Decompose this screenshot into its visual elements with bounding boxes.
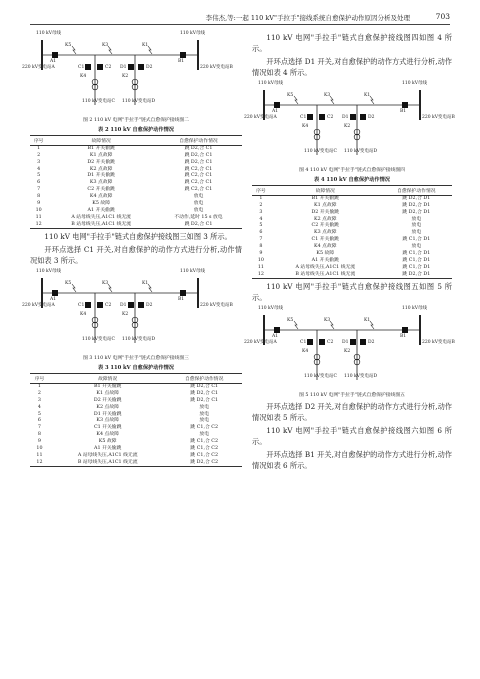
table-row	[252, 209, 452, 216]
fault-mark-icon	[148, 284, 152, 292]
table-row	[30, 145, 242, 152]
table-row	[30, 452, 242, 459]
point-k5: K5	[287, 318, 294, 324]
table-row	[252, 216, 452, 223]
table-row	[30, 459, 242, 466]
fault-mark-icon	[72, 284, 76, 292]
breaker-c1-label: C1	[78, 303, 85, 309]
table-row	[30, 214, 242, 221]
point-k1: K1	[364, 93, 371, 98]
breaker-c1	[307, 114, 313, 120]
table-row	[30, 159, 242, 166]
table-row	[252, 230, 452, 237]
paragraph: 开环点选择 C1 开关,对自愈保护的动作方式进行分析,动作情况如表 3 所示。	[30, 245, 242, 266]
table-cell: 12	[252, 271, 270, 278]
table-cell: A 站母线失压,A1C1 线无流	[295, 264, 356, 270]
substation-b-label: 220 kV变电站B	[200, 303, 233, 309]
table-row	[252, 251, 452, 258]
fault-mark-icon	[294, 321, 298, 329]
table-cell: 跳 D2,合 D1	[402, 209, 431, 215]
breaker-c2-label: C2	[105, 303, 112, 309]
table-header-cell: 故障情况	[47, 136, 155, 146]
breaker-d1	[350, 339, 356, 345]
substation-c-label: 110 kV变电站C	[82, 99, 115, 104]
table-cell: K2 点故障	[313, 216, 337, 222]
table-cell: 跳 D2,合 C1	[184, 152, 213, 158]
table-cell: 跳 D2,合 C1	[184, 145, 213, 151]
figure-4	[244, 80, 455, 164]
table-cell: 跳 C2,合 C1	[184, 173, 213, 179]
paragraph: 110 kV 电网"手拉手"链式自愈保护接线图四如图 4 所示。	[252, 33, 452, 53]
table-header-cell: 故障情况	[270, 186, 381, 196]
figure-5-caption: 图 5 110 kV 电网"手拉手"链式自愈保护接线图五	[299, 393, 405, 399]
table-cell: C2 开关偷跳	[311, 223, 339, 229]
table-header-cell: 自愈保护动作情况	[381, 186, 452, 196]
substation-c-label: 110 kV变电站C	[82, 337, 115, 343]
table-row	[30, 397, 242, 404]
fault-mark-icon	[370, 96, 374, 104]
table-cell: 放电	[199, 411, 210, 417]
substation-b-label: 220 kV变电站B	[422, 115, 455, 120]
point-k2: K2	[122, 74, 129, 79]
table-row	[30, 201, 242, 208]
table-row	[30, 383, 242, 390]
table-cell: 跳 D2,合 C2	[166, 459, 242, 466]
point-k2: K2	[344, 124, 351, 129]
breaker-d1	[128, 302, 134, 308]
table-row	[30, 194, 242, 201]
table-cell: 放电	[199, 418, 210, 424]
table-4	[252, 185, 452, 279]
table-cell: 3	[37, 397, 41, 403]
breaker-a1	[274, 327, 280, 333]
point-k3: K3	[324, 93, 331, 98]
bus-label-a: 110 kV母线	[36, 269, 61, 275]
table-cell: 放电	[193, 200, 204, 206]
table-cell: K3 点故障	[313, 230, 337, 236]
table-row	[30, 446, 242, 453]
breaker-b1	[180, 290, 186, 296]
table-cell: K1 点故障	[96, 390, 119, 396]
table-cell: K2 点故障	[96, 404, 119, 410]
table-cell: 7	[37, 425, 41, 431]
point-k2: K2	[122, 312, 129, 318]
breaker-b1-label: B1	[400, 109, 407, 114]
table-3	[30, 373, 242, 467]
bus-label-b: 110 kV母线	[402, 306, 427, 312]
table-cell: K5 故障	[98, 439, 117, 445]
breaker-a1-label: A1	[50, 297, 57, 303]
right-column	[244, 30, 455, 473]
table-row	[30, 180, 242, 187]
table-cell: K4 点故障	[313, 244, 337, 250]
breaker-c2	[97, 302, 103, 308]
paragraph: 开环点选择 D2 开关,对自愈保护的动作方式进行分析,动作情况如表 5 所示。	[252, 402, 452, 423]
table-row	[252, 237, 452, 244]
table-cell: 10	[36, 445, 43, 451]
table-header-cell: 自愈保护动作情况	[155, 136, 242, 146]
table-cell: A 站母线失压,A1C1 线无流	[77, 452, 138, 458]
table-cell: 11	[35, 214, 42, 220]
table-cell: 1	[259, 195, 263, 201]
substation-d-label: 110 kV变电站D	[344, 149, 378, 154]
table-cell: 跳 C1,合 C2	[190, 425, 219, 431]
table-cell: K4 点故障	[89, 194, 113, 200]
table-cell: C1 开关偷跳	[311, 237, 339, 243]
table-cell: 4	[37, 166, 41, 172]
table-cell: B1 开关偷跳	[311, 195, 339, 201]
table-cell: 10	[35, 207, 42, 213]
table-cell: D2 开关偷跳	[93, 397, 122, 403]
point-k5: K5	[287, 93, 294, 98]
table-cell: B 站母线失压,A1C1 线无流	[270, 271, 381, 278]
substation-d-label: 110 kV变电站D	[122, 337, 156, 343]
table-cell: 放电	[411, 223, 422, 229]
table-cell: C1 开关偷跳	[93, 425, 122, 431]
table-cell: 放电	[411, 216, 422, 222]
breaker-d2-label: D2	[368, 340, 375, 346]
bus-label-b: 110 kV母线	[402, 81, 427, 86]
bus-label-a: 110 kV母线	[36, 31, 61, 36]
substation-c-label: 110 kV变电站C	[304, 149, 337, 154]
substation-b-label: 220 kV变电站B	[200, 65, 233, 70]
figure-2-caption: 图 2 110 kV 电网"手拉手"链式自愈保护接线图二	[83, 118, 189, 123]
wiring-diagram-svg	[30, 30, 210, 114]
breaker-c1-label: C1	[300, 115, 307, 120]
table-cell: 2	[37, 390, 41, 396]
substation-a-label: 220 kV变电站A	[22, 65, 55, 70]
table-cell: 放电	[199, 404, 210, 410]
breaker-d2-label: D2	[146, 303, 153, 309]
fault-mark-icon	[148, 46, 152, 54]
point-k2: K2	[344, 349, 351, 355]
table-row	[30, 173, 242, 180]
table-row	[30, 221, 242, 228]
table-cell: A1 开关偷跳	[94, 445, 122, 451]
table-cell: K3 点故障	[89, 180, 113, 186]
table-row	[30, 152, 242, 159]
table-cell: K1 点故障	[89, 152, 113, 158]
wiring-diagram-svg	[252, 305, 432, 389]
table-row	[30, 432, 242, 439]
table-row	[252, 223, 452, 230]
table-row	[30, 187, 242, 194]
point-k3: K3	[102, 281, 109, 287]
table-row	[30, 391, 242, 398]
table-cell: 跳 D2,合 D1	[402, 195, 431, 201]
breaker-c2-label: C2	[327, 340, 334, 346]
table-cell: 放电	[193, 194, 204, 200]
fault-mark-icon	[108, 284, 112, 292]
breaker-c1-label: C1	[300, 340, 307, 346]
table-row	[30, 207, 242, 214]
breaker-a1	[52, 52, 58, 58]
point-k1: K1	[142, 43, 149, 48]
table-row	[30, 418, 242, 425]
breaker-a1-label: A1	[272, 334, 279, 340]
table-cell: 跳 C1,合 D1	[402, 264, 431, 270]
table-cell: 5	[259, 223, 263, 229]
point-k3: K3	[102, 43, 109, 48]
table-cell: K2 点故障	[89, 166, 113, 172]
breaker-b1	[402, 327, 408, 333]
page-header	[30, 10, 450, 25]
table-cell: 9	[37, 439, 41, 445]
breaker-c1	[85, 302, 91, 308]
table-row	[252, 202, 452, 209]
fault-mark-icon	[294, 96, 298, 104]
bus-label-a: 110 kV母线	[258, 306, 283, 312]
breaker-a1	[274, 102, 280, 108]
bus-label-b: 110 kV母线	[180, 269, 205, 275]
fault-mark-icon	[330, 96, 334, 104]
point-k3: K3	[324, 318, 331, 324]
table-row	[252, 271, 452, 278]
breaker-d1-label: D1	[342, 115, 349, 120]
breaker-a1	[52, 290, 58, 296]
table-header-cell: 自愈保护动作情况	[166, 374, 242, 384]
table-2	[30, 135, 242, 229]
substation-a-label: 220 kV变电站A	[244, 115, 277, 120]
table-row	[30, 425, 242, 432]
table-cell: K4 点故障	[96, 432, 119, 438]
table-cell: 4	[259, 216, 263, 222]
breaker-c2-label: C2	[327, 115, 334, 120]
breaker-d2	[360, 114, 366, 120]
paragraph: 开环点选择 D1 开关,对自愈保护的动作方式进行分析,动作情况如表 4 所示。	[252, 57, 452, 77]
table-cell: D1 开关偷跳	[93, 411, 122, 417]
bus-label-b: 110 kV母线	[180, 31, 205, 36]
bus-label-a: 110 kV母线	[258, 81, 283, 86]
table-cell: 9	[37, 200, 41, 206]
breaker-c2	[97, 64, 103, 70]
figure-3-caption: 图 3 110 kV 电网"手拉手"链式自愈保护接线图三	[83, 356, 189, 362]
table-cell: 跳 C1,合 C2	[190, 439, 219, 445]
table-row	[252, 244, 452, 251]
table-cell: B1 开关偷跳	[94, 384, 122, 390]
table-2-title: 表 2 110 kV 自愈保护动作情况	[98, 127, 174, 133]
point-k4: K4	[80, 312, 87, 318]
table-cell: 11	[257, 264, 264, 270]
table-cell: 6	[259, 230, 263, 236]
breaker-a1-label: A1	[272, 109, 279, 114]
table-row	[252, 195, 452, 202]
table-cell: 6	[37, 418, 41, 424]
wiring-diagram-svg	[30, 268, 210, 352]
table-cell: B 站母线失压,A1C1 线无流	[49, 459, 167, 466]
fault-mark-icon	[330, 321, 334, 329]
table-cell: 5	[37, 173, 41, 179]
table-cell: A1 开关偷跳	[87, 207, 115, 213]
table-cell: K1 点故障	[313, 202, 337, 208]
table-cell: 8	[37, 432, 41, 438]
table-cell: 跳 C2,合 C1	[184, 187, 213, 193]
table-row	[252, 264, 452, 271]
table-row	[30, 411, 242, 418]
table-cell: D1 开关偷跳	[87, 173, 115, 179]
substation-a-label: 220 kV变电站A	[244, 340, 277, 346]
table-cell: 跳 C1,合 D1	[402, 250, 431, 256]
table-cell: 跳 C2,合 C1	[184, 180, 213, 186]
table-cell: 跳 C1,合 D1	[402, 237, 431, 243]
table-cell: 不动作,延时 15 s 放电	[174, 214, 223, 220]
table-header-cell: 序号	[30, 136, 47, 146]
page-number: 703	[435, 12, 450, 21]
table-cell: B1 开关偷跳	[87, 145, 115, 151]
table-header-cell: 序号	[252, 186, 270, 196]
breaker-d1	[350, 114, 356, 120]
table-cell: 跳 D2,合 C1	[190, 384, 219, 390]
table-cell: 2	[37, 152, 41, 158]
table-cell: D2 开关偷跳	[87, 159, 115, 165]
breaker-c1	[85, 64, 91, 70]
table-cell: 9	[259, 250, 263, 256]
wiring-diagram-svg	[252, 80, 432, 164]
table-cell: A 站母线失压,A1C1 线无流	[71, 214, 131, 220]
point-k5: K5	[65, 281, 72, 287]
figure-2	[22, 30, 233, 114]
table-3-title: 表 3 110 kV 自愈保护动作情况	[98, 365, 174, 372]
table-cell: 4	[37, 404, 41, 410]
table-cell: 跳 C1,合 D1	[402, 257, 431, 263]
point-k1: K1	[364, 318, 371, 324]
point-k4: K4	[302, 349, 309, 355]
table-cell: 放电	[199, 432, 210, 438]
breaker-d1-label: D1	[342, 340, 349, 346]
left-column	[22, 30, 242, 467]
substation-c-label: 110 kV变电站C	[304, 374, 337, 380]
fault-mark-icon	[72, 46, 76, 54]
table-cell: A1 开关偷跳	[311, 257, 339, 263]
breaker-b1	[180, 52, 186, 58]
figure-3	[22, 268, 233, 352]
table-cell: 放电	[411, 244, 422, 250]
table-cell: 1	[37, 145, 41, 151]
table-header-cell: 故障情况	[49, 374, 167, 384]
point-k4: K4	[302, 124, 309, 129]
table-cell: 3	[37, 159, 41, 165]
point-k1: K1	[142, 281, 149, 287]
substation-b-label: 220 kV变电站B	[422, 340, 455, 346]
table-cell: K3 点故障	[96, 418, 119, 424]
point-k5: K5	[65, 43, 72, 48]
paragraph: 110 kV 电网"手拉手"链式自愈保护接线图三如图 3 所示。	[44, 232, 232, 242]
table-4-title: 表 4 110 kV 自愈保护动作情况	[314, 177, 390, 183]
substation-a-label: 220 kV变电站A	[22, 303, 55, 309]
table-cell: 11	[36, 452, 43, 458]
table-cell: 10	[257, 257, 264, 263]
table-cell: 5	[37, 411, 41, 417]
table-cell: 跳 D2,合 C1	[184, 159, 213, 165]
breaker-d2	[138, 64, 144, 70]
table-row	[30, 404, 242, 411]
breaker-d1-label: D1	[120, 65, 127, 70]
fault-mark-icon	[370, 321, 374, 329]
breaker-b1-label: B1	[178, 59, 185, 64]
table-cell: 8	[259, 244, 263, 250]
breaker-b1-label: B1	[400, 334, 407, 340]
table-cell: 放电	[411, 230, 422, 236]
table-cell: 放电	[193, 207, 204, 213]
breaker-c2	[319, 114, 325, 120]
table-cell: 8	[37, 194, 41, 200]
table-cell: 7	[37, 187, 41, 193]
breaker-d1	[128, 64, 134, 70]
breaker-d2	[138, 302, 144, 308]
table-cell: 跳 C1,合 C2	[190, 445, 219, 451]
table-cell: C2 开关偷跳	[87, 187, 115, 193]
paragraph: 110 kV 电网"手拉手"链式自愈保护接线图五如图 5 所示。	[252, 282, 452, 303]
breaker-c1	[307, 339, 313, 345]
breaker-b1	[402, 102, 408, 108]
table-cell: 跳 C1,合 C2	[190, 452, 219, 458]
paragraph: 110 kV 电网"手拉手"链式自愈保护接线图六如图 6 所示。	[252, 426, 452, 447]
table-cell: 12	[30, 459, 49, 466]
substation-d-label: 110 kV变电站D	[122, 99, 156, 104]
substation-d-label: 110 kV变电站D	[344, 374, 378, 380]
breaker-c2	[319, 339, 325, 345]
table-row	[30, 439, 242, 446]
figure-5	[244, 305, 455, 389]
point-k4: K4	[80, 74, 87, 79]
paragraph: 开环点选择 B1 开关,对自愈保护的动作方式进行分析,动作情况如表 6 所示。	[252, 450, 452, 471]
breaker-d2-label: D2	[368, 115, 375, 120]
table-row	[252, 257, 452, 264]
breaker-d2-label: D2	[146, 65, 153, 70]
table-cell: D2 开关偷跳	[311, 209, 340, 215]
table-cell: 1	[37, 384, 41, 390]
figure-4-caption: 图 4 110 kV 电网"手拉手"链式自愈保护接线图四	[299, 168, 405, 173]
table-cell: 跳 C2,合 C1	[184, 166, 213, 172]
table-cell: 3	[259, 209, 263, 215]
table-cell: 跳 D2,合 C1	[190, 390, 219, 396]
table-cell: 7	[259, 237, 263, 243]
table-cell: K5 故障	[316, 250, 335, 256]
breaker-b1-label: B1	[178, 297, 185, 303]
table-cell: 跳 D2,合 D1	[381, 271, 452, 278]
table-cell: K5 故障	[92, 200, 111, 206]
table-cell: 跳 D2,合 C1	[155, 221, 242, 228]
breaker-c2-label: C2	[105, 65, 112, 70]
table-cell: 跳 D2,合 C1	[190, 397, 219, 403]
table-cell: 12	[30, 221, 47, 228]
table-header-cell: 序号	[30, 374, 49, 384]
breaker-d2	[360, 339, 366, 345]
breaker-a1-label: A1	[50, 59, 57, 64]
breaker-d1-label: D1	[120, 303, 127, 309]
table-cell: 2	[259, 202, 263, 208]
fault-mark-icon	[108, 46, 112, 54]
table-cell: 6	[37, 180, 41, 186]
breaker-c1-label: C1	[78, 65, 85, 70]
table-cell: 跳 D2,合 D1	[402, 202, 431, 208]
header-title: 李伟杰,等:一起 110 kV"手拉手"接线系统自愈保护动作原因分析及处理	[205, 14, 410, 22]
table-cell: B 站母线失压,A1C1 线无流	[47, 221, 155, 228]
